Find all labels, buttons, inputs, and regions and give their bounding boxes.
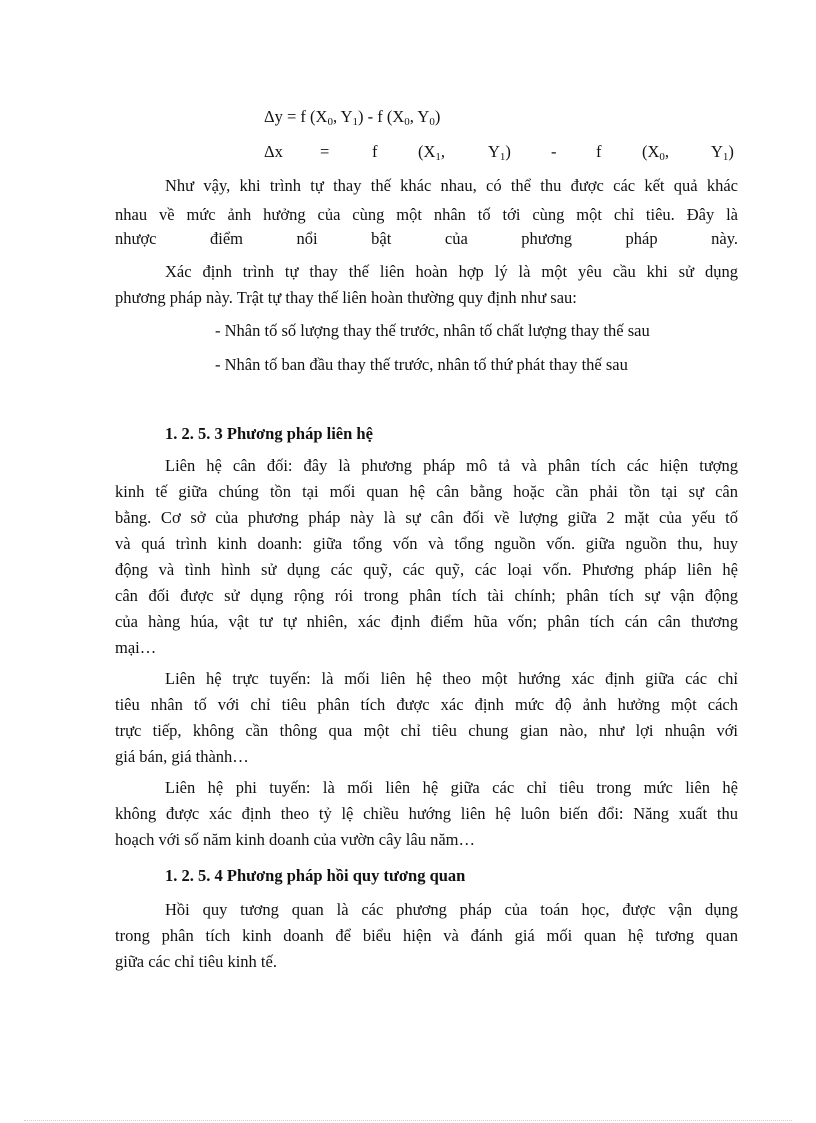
paragraph-line: bằng. Cơ sở của phương pháp này là sự cân đối về lượng giữa 2 mặt của yếu tố <box>115 508 738 527</box>
paragraph-line: cân đối được sử dụng rộng rói trong phân tích tài chính; phân tích sự vận động <box>115 586 738 605</box>
paragraph-line: giá bán, giá thành… <box>115 747 249 766</box>
formula-text: ) <box>434 107 441 126</box>
formula-text: Y <box>488 142 500 161</box>
subscript: 1 <box>435 151 441 163</box>
formula-text: = <box>320 142 330 161</box>
formula-text: , Y <box>332 107 353 126</box>
formula-text: - <box>551 142 557 161</box>
paragraph-line: Liên hệ trực tuyến: là mối liên hệ theo một hướng xác định giữa các chỉ <box>165 669 738 688</box>
paragraph-line: phương pháp này. Trật tự thay thế liên hoàn thường quy định như sau: <box>115 288 577 307</box>
paragraph-line: không được xác định theo tỷ lệ chiều hướng liên hệ luôn biến đổi: Năng xuất thu <box>115 804 738 823</box>
paragraph-line: Liên hệ phi tuyến: là mối liên hệ giữa các chỉ tiêu trong mức liên hệ <box>165 778 738 797</box>
paragraph-line: Hồi quy tương quan là các phương pháp của toán học, được vận dụng <box>165 900 738 919</box>
subscript: 1 <box>352 116 359 128</box>
bullet-item: - Nhân tố ban đầu thay thế trước, nhân tố thứ phát thay thế sau <box>215 355 628 374</box>
formula-text: ) <box>505 142 511 161</box>
formula-text: Δx <box>264 142 283 161</box>
paragraph-line: động và tình hình sử dụng các quỹ, các quỹ, các loại vốn. Phương pháp liên hệ <box>115 560 738 579</box>
paragraph-line: nhau về mức ảnh hưởng của cùng một nhân tố tới cùng một chỉ tiêu. Đây là <box>115 205 738 224</box>
page-bottom-border <box>24 1120 792 1121</box>
formula-text: , Y <box>409 107 430 126</box>
paragraph-line: Như vậy, khi trình tự thay thế khác nhau, có thể thu được các kết quả khác <box>165 176 738 195</box>
formula-text: f <box>372 142 378 161</box>
formula-text: , <box>440 142 446 161</box>
paragraph-line: giữa các chỉ tiêu kinh tế. <box>115 952 277 971</box>
formula-text: , <box>664 142 670 161</box>
section-heading: 1. 2. 5. 4 Phương pháp hồi quy tương quan <box>165 866 466 885</box>
subscript: 1 <box>722 151 729 163</box>
formula-delta-y <box>264 106 440 128</box>
paragraph-line: kinh tế giữa chúng tồn tại mối quan hệ cân bằng hoặc cần phải tồn tại sự cân <box>115 482 738 501</box>
paragraph-line: nhược điểm nổi bật của phương pháp này. <box>115 229 738 248</box>
paragraph-line: trong phân tích kinh doanh để biểu hiện và đánh giá mối quan hệ tương quan <box>115 926 738 945</box>
subscript: 1 <box>499 151 506 163</box>
formula-text: (X <box>418 142 436 161</box>
subscript: 0 <box>327 116 333 128</box>
subscript: 0 <box>659 151 665 163</box>
formula-text: ) - f (X <box>358 107 405 126</box>
formula-text: f <box>596 142 602 161</box>
paragraph-line: và quá trình kinh doanh: giữa tổng vốn và tổng nguồn vốn. giữa nguồn thu, huy <box>115 534 738 553</box>
formula-text: ) <box>728 142 734 161</box>
formula-text: Δy = f (X <box>264 107 328 126</box>
paragraph-line: Liên hệ cân đối: đây là phương pháp mô tả và phân tích các hiện tượng <box>165 456 738 475</box>
section-heading: 1. 2. 5. 3 Phương pháp liên hệ <box>165 424 373 443</box>
paragraph-line: của hàng húa, vật tư tự nhiên, xác định điểm hũa vốn; phân tích cán cân thương <box>115 612 738 631</box>
formula-text: Y <box>711 142 723 161</box>
paragraph-line: Xác định trình tự thay thế liên hoàn hợp lý là một yêu cầu khi sử dụng <box>165 262 738 281</box>
paragraph-line: hoạch với số năm kinh doanh của vườn cây lâu năm… <box>115 830 475 849</box>
formula-text: (X <box>642 142 660 161</box>
paragraph-line: trực tiếp, không cần thông qua một chỉ tiêu chung gian nào, như lợi nhuận với <box>115 721 738 740</box>
paragraph-line: tiêu nhân tố với chỉ tiêu phân tích được xác định mức độ ảnh hưởng một cách <box>115 695 738 714</box>
bullet-item: - Nhân tố số lượng thay thế trước, nhân tố chất lượng thay thế sau <box>215 321 650 340</box>
paragraph-line: mại… <box>115 638 157 657</box>
subscript: 0 <box>404 116 410 128</box>
subscript: 0 <box>429 116 435 128</box>
